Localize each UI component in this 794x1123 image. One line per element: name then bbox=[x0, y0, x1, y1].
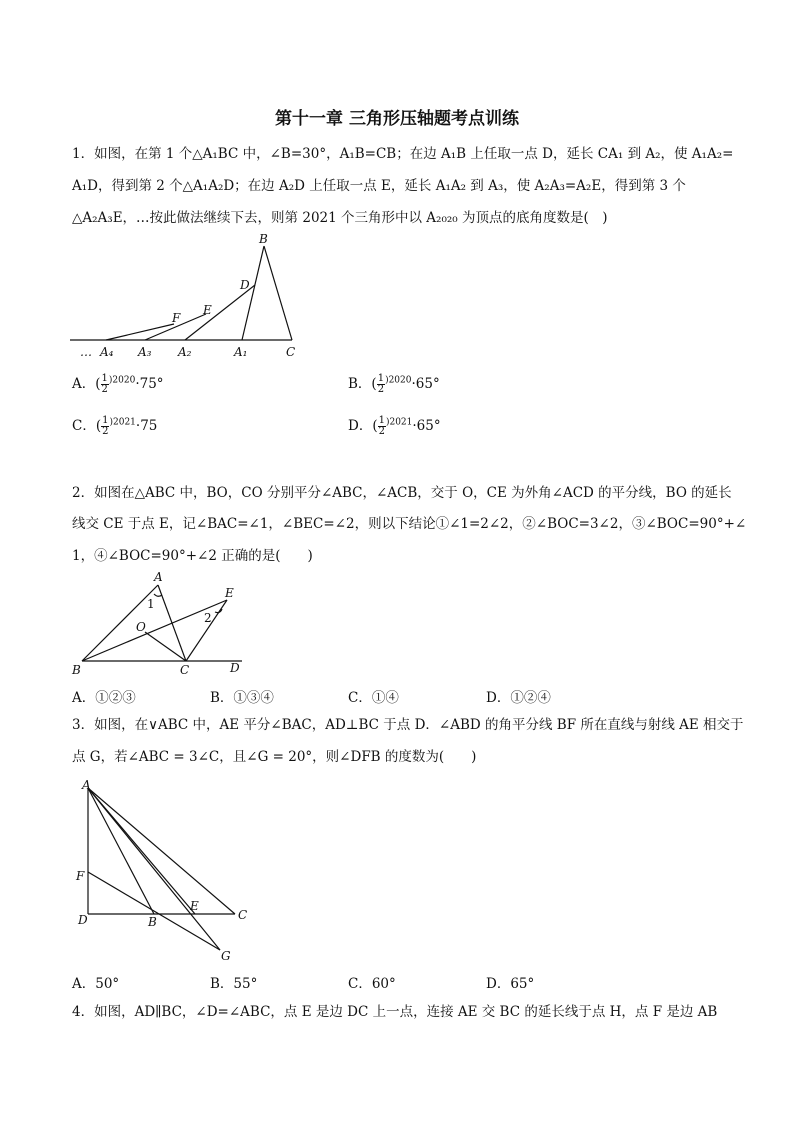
q3-option-c[interactable]: C．60° bbox=[348, 976, 396, 992]
q1-text-line-3: △A₂A₃E，…按此做法继续下去，则第 2021 个三角形中以 A₂₀₂₀ 为顶点的底角度数是( ) bbox=[72, 210, 608, 226]
q1-figure bbox=[70, 228, 310, 364]
q1-text-line-2: A₁D，得到第 2 个△A₁A₂D；在边 A₂D 上任取一点 E，延长 A₁A₂ 到 A₃，使 A₂A₃=A₂E，得到第 3 个 bbox=[72, 178, 686, 194]
q3-option-a[interactable]: A．50° bbox=[72, 976, 120, 992]
q2-label-o: O bbox=[136, 620, 146, 634]
q1-option-d[interactable] bbox=[348, 414, 441, 437]
q3-text-line-2: 点 G，若∠ABC = 3∠C，且∠G = 20°，则∠DFB 的度数为( ) bbox=[72, 749, 477, 765]
q1-label-dots: … bbox=[80, 345, 92, 359]
q2-option-c[interactable]: C．①④ bbox=[348, 690, 399, 706]
q2-option-b[interactable]: B．①③④ bbox=[210, 690, 274, 706]
q3-figure bbox=[70, 774, 260, 964]
q2-option-d[interactable]: D．①②④ bbox=[486, 690, 551, 706]
q1-label-d: D bbox=[240, 278, 250, 292]
q2-text-line-3: 1，④∠BOC=90°+∠2 正确的是( ) bbox=[72, 548, 313, 564]
q1-option-a-value: ·75° bbox=[135, 376, 164, 392]
q1-label-f: F bbox=[172, 311, 181, 325]
q1-label-b: B bbox=[259, 232, 268, 246]
q3-label-g: G bbox=[221, 949, 231, 963]
q1-option-c-exponent: )2021 bbox=[109, 417, 136, 428]
q3-label-c: C bbox=[238, 908, 248, 922]
q1-option-d-exponent: )2021 bbox=[385, 417, 413, 428]
q1-label-e: E bbox=[203, 303, 212, 317]
q1-option-a-fraction: $\frac{1}{2}$ bbox=[101, 373, 108, 395]
q1-option-b-exponent: )2020 bbox=[385, 375, 412, 386]
q2-label-b: B bbox=[72, 663, 81, 677]
q2-label-d: D bbox=[230, 661, 240, 675]
q2-label-e: E bbox=[225, 586, 234, 600]
q1-label-a2: A₂ bbox=[178, 345, 192, 359]
q2-text-line-1: 2．如图在△ABC 中，BO，CO 分别平分∠ABC，∠ACB，交于 O，CE 为外角∠ACD 的平分线，BO 的延长 bbox=[72, 485, 732, 501]
q1-option-c-value: ·75 bbox=[135, 418, 158, 434]
q1-option-c-prefix: C．( bbox=[72, 418, 102, 434]
q2-text-line-2: 线交 CE 于点 E，记∠BAC=∠1，∠BEC=∠2，则以下结论①∠1=2∠2，②∠BOC=3∠2，③∠BOC=90°+∠ bbox=[72, 516, 747, 532]
q3-option-b[interactable]: B．55° bbox=[210, 976, 258, 992]
q1-label-a1: A₁ bbox=[234, 345, 248, 359]
q1-text-line-1: 1．如图，在第 1 个△A₁BC 中，∠B=30°，A₁B=CB；在边 A₁B 上任取一点 D，延长 CA₁ 到 A₂，使 A₁A₂= bbox=[72, 146, 734, 162]
q3-label-b: B bbox=[148, 915, 157, 929]
q3-label-e: E bbox=[190, 899, 199, 913]
page-title: 第十一章 三角形压轴题考点训练 bbox=[275, 109, 519, 129]
q1-option-b-fraction: $\frac{1}{2}$ bbox=[377, 373, 385, 395]
q3-label-a: A bbox=[82, 778, 91, 792]
q1-option-a-prefix: A．( bbox=[72, 376, 101, 392]
q1-label-c: C bbox=[286, 345, 296, 359]
q2-label-angle-2: 2 bbox=[204, 611, 212, 625]
q1-option-c-fraction: $\frac{1}{2}$ bbox=[102, 415, 109, 437]
q2-label-c: C bbox=[180, 663, 190, 677]
q2-label-angle-1: 1 bbox=[147, 597, 155, 611]
q1-option-b[interactable] bbox=[348, 372, 440, 395]
q3-option-d[interactable]: D．65° bbox=[486, 976, 535, 992]
q1-option-d-value: ·65° bbox=[412, 418, 441, 434]
q3-text-line-1: 3．如图，在∨ABC 中，AE 平分∠BAC，AD⊥BC 于点 D．∠ABD 的角平分线 BF 所在直线与射线 AE 相交于 bbox=[72, 717, 744, 733]
q2-option-a[interactable]: A．①②③ bbox=[72, 690, 136, 706]
q1-label-a3: A₃ bbox=[138, 345, 152, 359]
q1-label-a4: A₄ bbox=[100, 345, 114, 359]
q3-label-d: D bbox=[78, 913, 88, 927]
q2-label-a: A bbox=[154, 570, 163, 584]
q3-label-f: F bbox=[76, 869, 85, 883]
q1-option-d-fraction: $\frac{1}{2}$ bbox=[378, 415, 385, 437]
q4-text-line-1: 4．如图，AD∥BC，∠D=∠ABC，点 E 是边 DC 上一点，连接 AE 交 BC 的延长线于点 H，点 F 是边 AB bbox=[72, 1004, 718, 1020]
q1-option-a[interactable] bbox=[72, 372, 164, 395]
q2-figure bbox=[70, 568, 250, 680]
q1-option-c[interactable] bbox=[72, 414, 157, 437]
q1-option-b-value: ·65° bbox=[411, 376, 440, 392]
q1-option-b-prefix: B．( bbox=[348, 376, 377, 392]
q1-option-a-exponent: )2020 bbox=[108, 375, 136, 386]
q1-option-d-prefix: D．( bbox=[348, 418, 378, 434]
